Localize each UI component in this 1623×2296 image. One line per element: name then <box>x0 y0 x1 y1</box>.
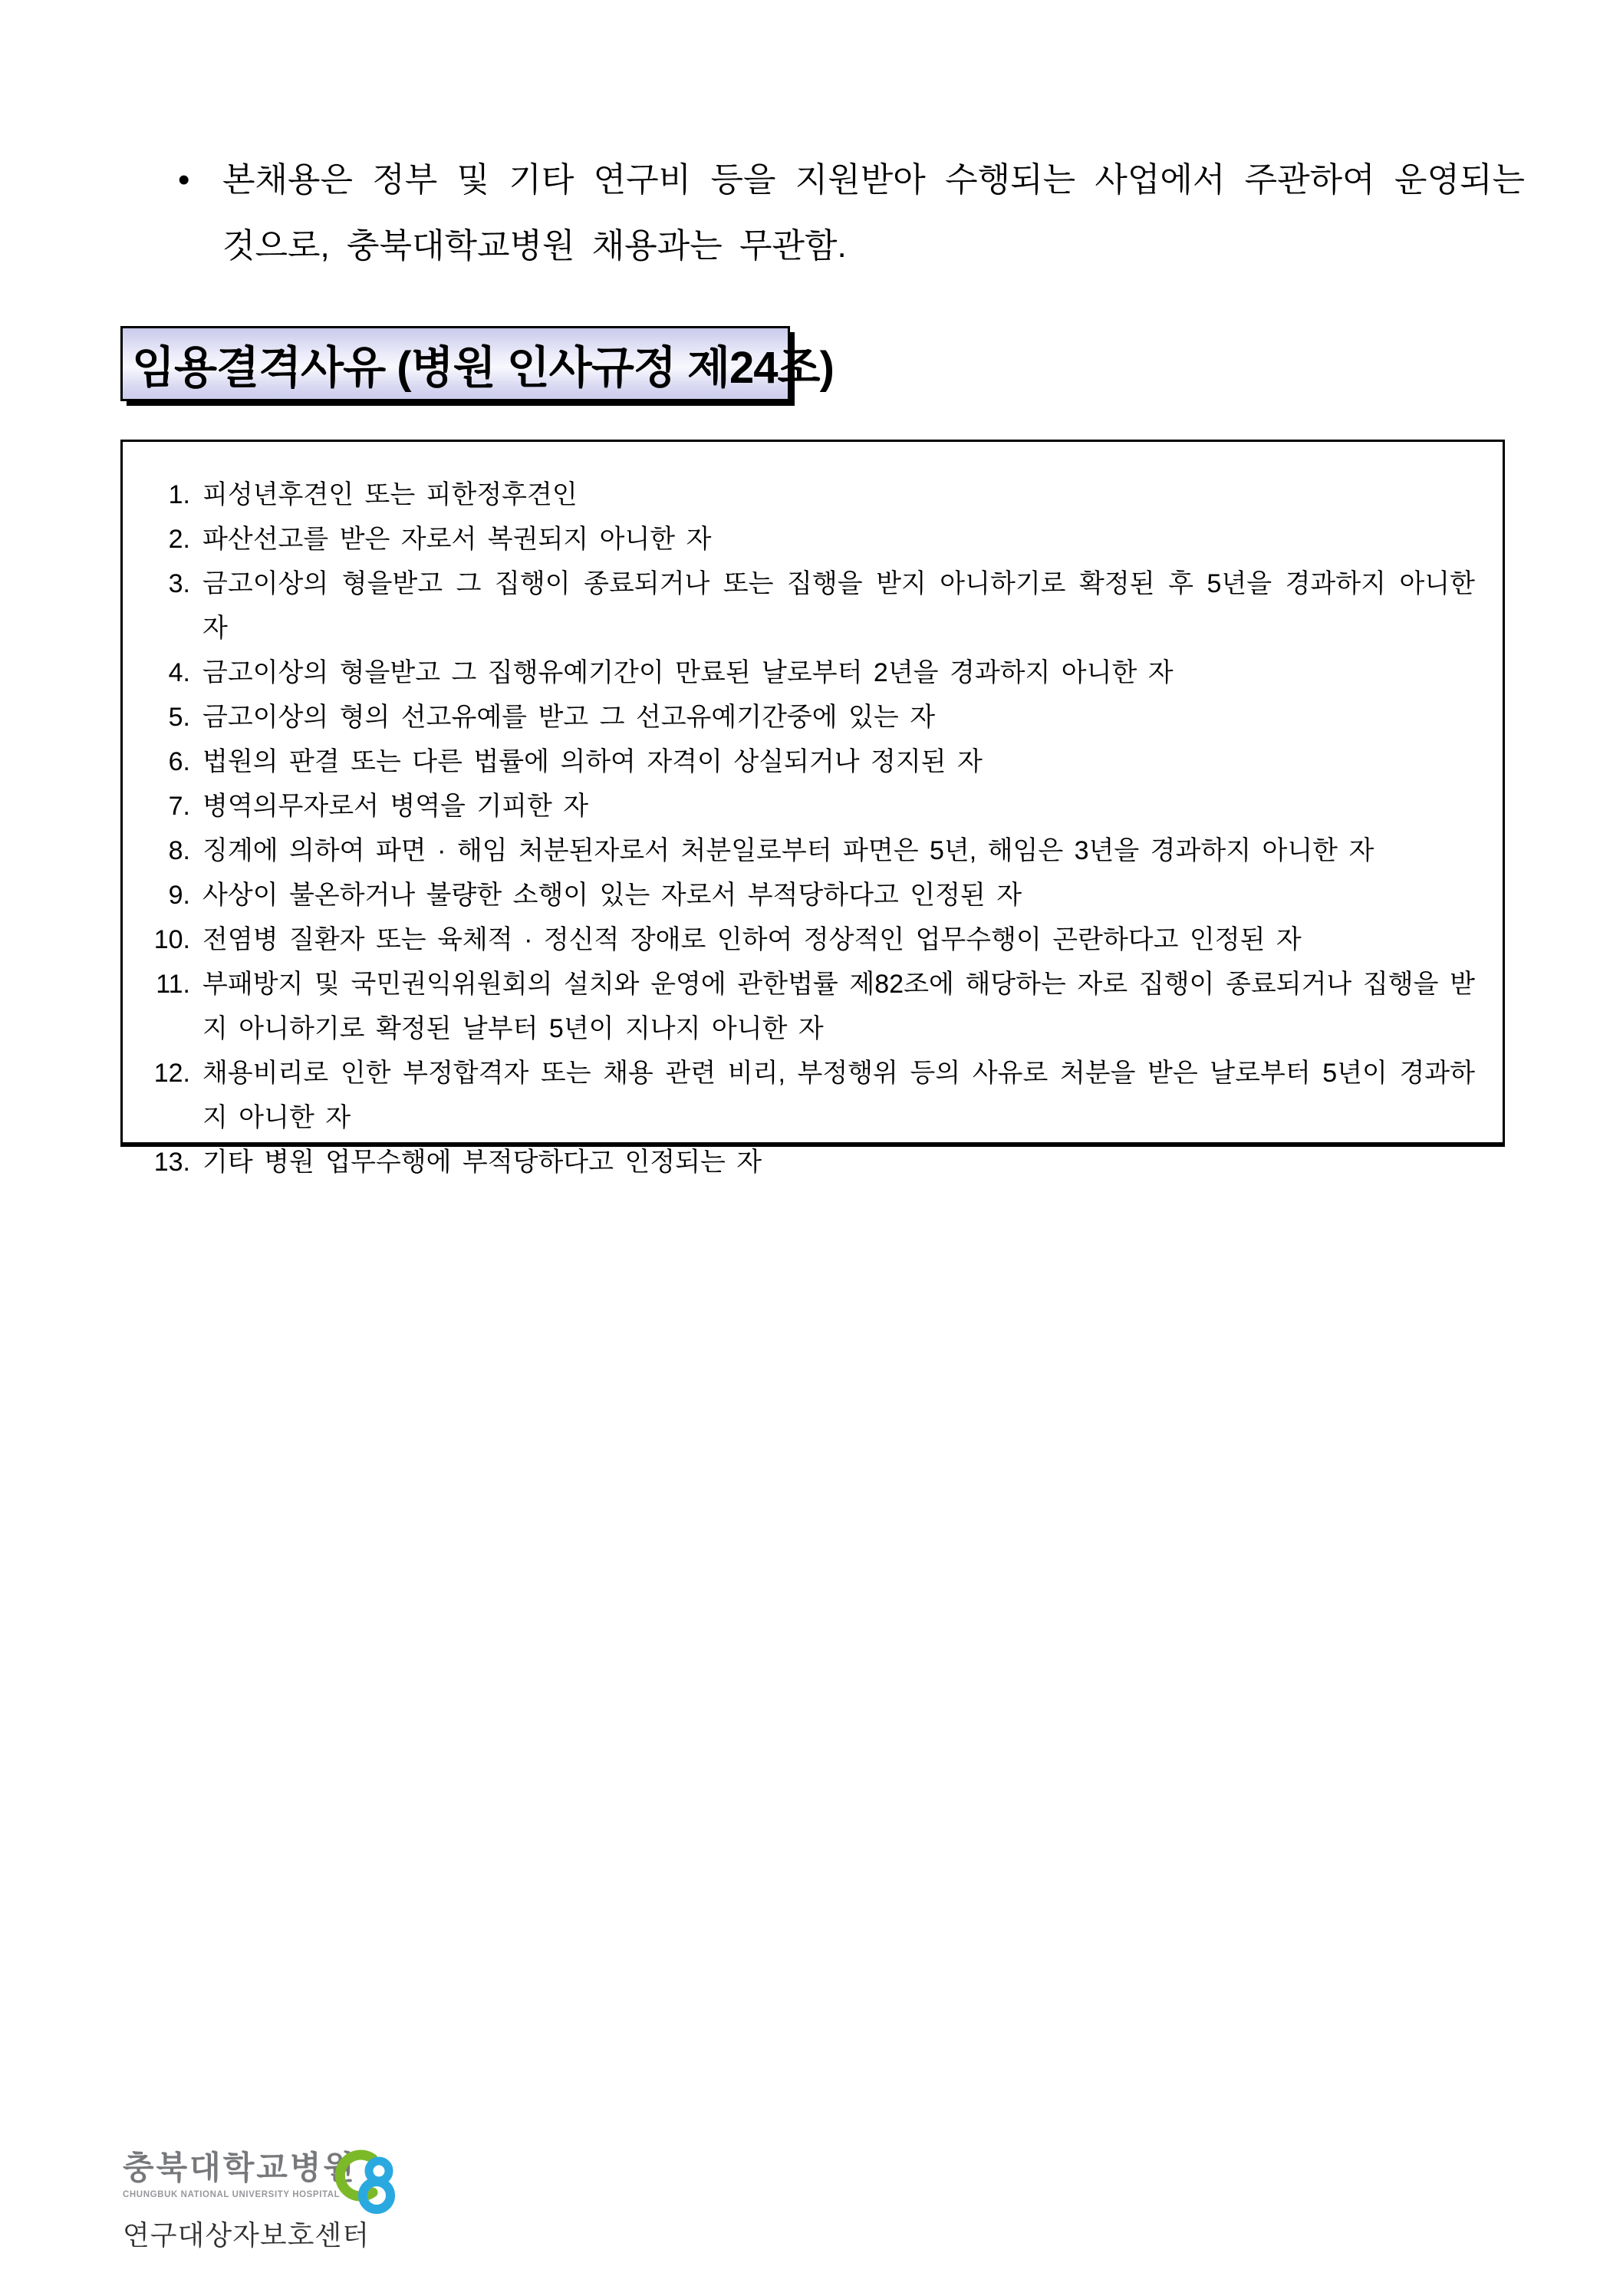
item-text: 병역의무자로서 병역을 기피한 자 <box>202 792 589 821</box>
disqualification-list-box <box>120 440 1505 1177</box>
item-number: 11. <box>156 970 190 999</box>
item-number: 1. <box>168 480 190 509</box>
item-text: 금고이상의 형의 선고유예를 받고 그 선고유예기간중에 있는 자 <box>202 703 936 732</box>
item-text: 징계에 의하여 파면 · 해임 처분된자로서 처분일로부터 파면은 5년, 해임은 3년을 경과하지 아니한 자 <box>202 836 1374 865</box>
list-item <box>123 651 1486 695</box>
list-item <box>123 917 1486 962</box>
list-item <box>123 740 1486 784</box>
list-item <box>123 873 1486 917</box>
item-number: 7. <box>168 792 190 821</box>
list-item <box>123 562 1486 651</box>
paragraph-text: 본채용은 정부 및 기타 연구비 등을 지원받아 수행되는 사업에서 주관하여 운영되는 것으로, 충북대학교병원 채용과는 무관함. <box>222 161 1525 265</box>
item-text: 전염병 질환자 또는 육체적 · 정신적 장애로 인하여 정상적인 업무수행이 곤란하다고 인정된 자 <box>202 925 1302 954</box>
hospital-logo-icon <box>332 2148 398 2215</box>
bullet-icon: • <box>178 161 190 199</box>
section-header-box <box>120 326 834 401</box>
list-item <box>123 962 1486 1051</box>
list-item <box>123 1140 1486 1184</box>
item-number: 8. <box>168 836 190 865</box>
section-header-title: 임용결격사유 (병원 인사규정 제24조) <box>132 343 834 393</box>
item-number: 6. <box>168 747 190 776</box>
footer <box>123 2148 583 2271</box>
bullet-paragraph <box>178 147 1525 279</box>
item-number: 9. <box>168 881 190 910</box>
list-item <box>123 473 1486 517</box>
item-number: 4. <box>168 658 190 687</box>
hospital-name-ko: 충북대학교병원 <box>123 2149 357 2186</box>
item-text: 피성년후견인 또는 피한정후견인 <box>202 480 578 509</box>
list-item <box>123 517 1486 562</box>
item-text: 금고이상의 형을받고 그 집행유예기간이 만료된 날로부터 2년을 경과하지 아니한 자 <box>202 658 1174 687</box>
item-number: 10. <box>153 925 190 954</box>
item-number: 2. <box>168 525 190 554</box>
item-text: 채용비리로 인한 부정합격자 또는 채용 관련 비리, 부정행위 등의 사유로 처분을 받은 날로부터 5년이 경과하지 아니한 자 <box>202 1059 1475 1132</box>
item-number: 13. <box>153 1148 190 1177</box>
item-text: 금고이상의 형을받고 그 집행이 종료되거나 또는 집행을 받지 아니하기로 확정된 후 5년을 경과하지 아니한 자 <box>202 569 1475 643</box>
item-text: 파산선고를 받은 자로서 복권되지 아니한 자 <box>202 525 712 554</box>
hospital-name-en: CHUNGBUK NATIONAL UNIVERSITY HOSPITAL <box>123 2190 341 2199</box>
item-number: 12. <box>153 1059 190 1088</box>
list-item <box>123 828 1486 873</box>
item-number: 5. <box>168 703 190 732</box>
item-text: 법원의 판결 또는 다른 법률에 의하여 자격이 상실되거나 정지된 자 <box>202 747 983 776</box>
list-item <box>123 695 1486 740</box>
list-item <box>123 1051 1486 1140</box>
center-name: 연구대상자보호센터 <box>123 2219 370 2251</box>
list-item <box>123 784 1486 828</box>
item-text: 부패방지 및 국민권익위원회의 설치와 운영에 관한법률 제82조에 해당하는 자로 집행이 종료되거나 집행을 받지 아니하기로 확정된 날부터 5년이 지나지 아니한 자 <box>202 970 1475 1043</box>
item-text: 사상이 불온하거나 불량한 소행이 있는 자로서 부적당하다고 인정된 자 <box>202 881 1022 910</box>
item-number: 3. <box>168 569 190 598</box>
item-text: 기타 병원 업무수행에 부적당하다고 인정되는 자 <box>202 1148 762 1177</box>
